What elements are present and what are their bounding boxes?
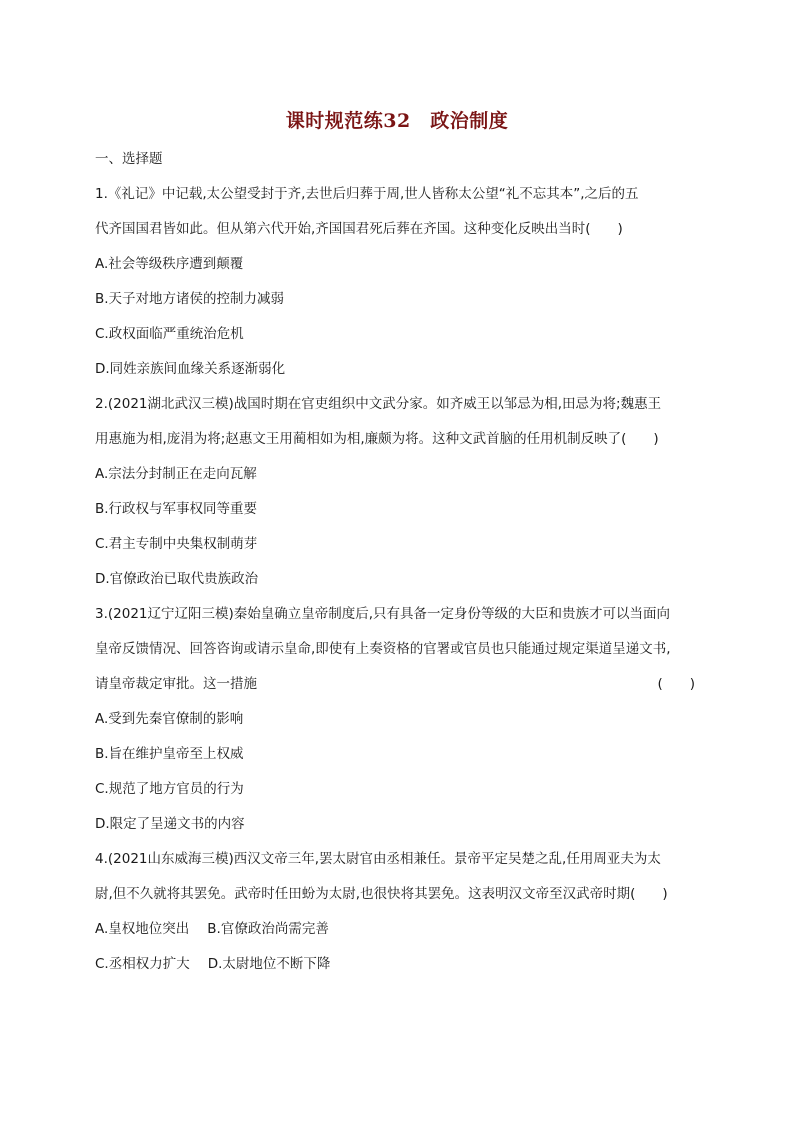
option-c: C.规范了地方官员的行为 [95,781,244,797]
option-row [95,953,705,975]
answer-paren: ( ) [657,676,695,692]
question-stem [95,393,705,450]
question-4 [95,848,705,975]
option-a: A.皇权地位突出 [95,921,190,937]
stem-line: 代齐国国君皆如此。但从第六代开始,齐国国君死后葬在齐国。这种变化反映出当时( ) [95,221,623,237]
stem-line: 皇帝反馈情况、回答咨询或请示皇命,即使有上奏资格的官署或官员也只能通过规定渠道呈递文书, [95,641,671,657]
option-c: C.君主专制中央集权制萌芽 [95,536,258,552]
stem-line: 尉,但不久就将其罢免。武帝时任田蚡为太尉,也很快将其罢免。这表明汉文帝至汉武帝时期( ) [95,886,668,902]
question-stem [95,603,705,695]
section-heading: 一、选择题 [95,151,163,167]
question-1 [95,183,705,380]
stem-line: 3.(2021辽宁辽阳三模)秦始皇确立皇帝制度后,只有具备一定身份等级的大臣和贵族才可以当面向 [95,606,671,622]
stem-line [95,673,705,695]
stem-line: 2.(2021湖北武汉三模)战国时期在官吏组织中文武分家。如齐威王以邹忌为相,田忌为将;魏惠王 [95,396,662,412]
option-d: D.太尉地位不断下降 [207,956,331,972]
page-title: 课时规范练32 政治制度 [285,110,509,132]
option-b: B.旨在维护皇帝至上权威 [95,746,244,762]
stem-line: 用惠施为相,庞涓为将;赵惠文王用蔺相如为相,廉颇为将。这种文武首脑的任用机制反映了( ) [95,431,659,447]
question-stem [95,183,705,240]
option-row [95,918,705,940]
option-b: B.行政权与军事权同等重要 [95,501,258,517]
option-a: A.社会等级秩序遭到颠覆 [95,256,244,272]
option-d: D.同姓亲族间血缘关系逐渐弱化 [95,361,286,377]
option-c: C.政权面临严重统治危机 [95,326,244,342]
question-stem [95,848,705,905]
option-c: C.丞相权力扩大 [95,956,190,972]
question-2 [95,393,705,590]
question-3 [95,603,705,835]
exercise-content [95,148,705,988]
option-d: D.限定了呈递文书的内容 [95,816,245,832]
option-a: A.宗法分封制正在走向瓦解 [95,466,257,482]
stem-line-text: 请皇帝裁定审批。这一措施 [95,676,257,692]
option-a: A.受到先秦官僚制的影响 [95,711,244,727]
option-b: B.天子对地方诸侯的控制力减弱 [95,291,285,307]
option-d: D.官僚政治已取代贵族政治 [95,571,259,587]
stem-line: 1.《礼记》中记载,太公望受封于齐,去世后归葬于周,世人皆称太公望“礼不忘其本”,之后的五 [95,186,639,202]
stem-line: 4.(2021山东威海三模)西汉文帝三年,罢太尉官由丞相兼任。景帝平定吴楚之乱,任用周亚夫为太 [95,851,661,867]
option-b: B.官僚政治尚需完善 [207,921,329,937]
